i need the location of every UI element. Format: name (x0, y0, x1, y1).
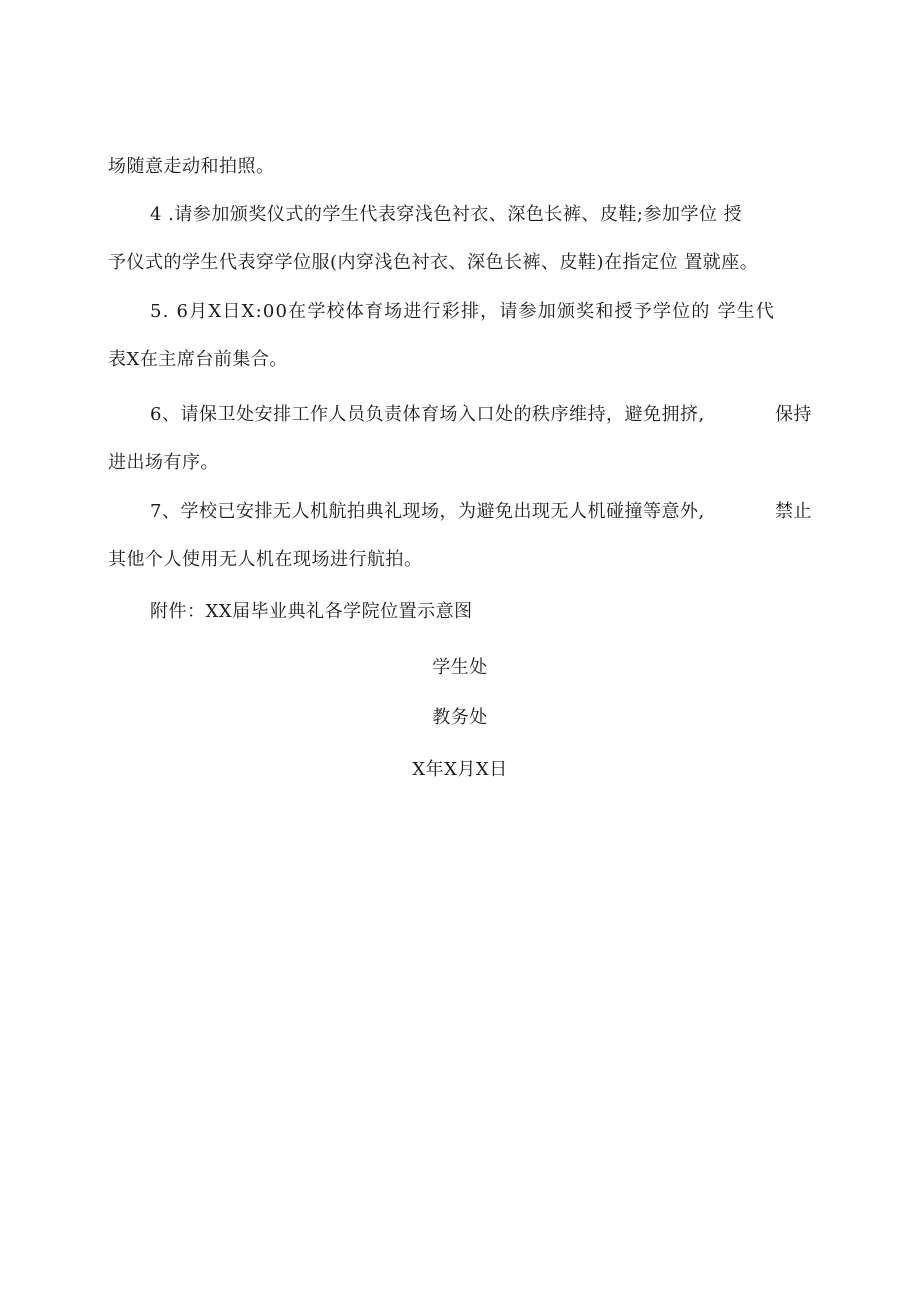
paragraph-7-text-a: 7、学校已安排无人机航拍典礼现场，为避免出现无人机碰撞等意外, (150, 501, 705, 522)
paragraph-4-line-2: 予仪式的学生代表穿学位服(内穿浅色衬衣、深色长裤、皮鞋)在指定位 置就座。 (108, 252, 759, 273)
paragraph-5-line-1: 5. 6月X日X:00在学校体育场进行彩排，请参加颁奖和授予学位的 学生代 (150, 301, 776, 322)
paragraph-7-line-1 (150, 500, 812, 524)
signature-office-2: 教务处 (432, 707, 488, 728)
signature-office-1: 学生处 (432, 657, 488, 678)
paragraph-5-line-2: 表X在主席台前集合。 (108, 349, 288, 370)
attachment-note: 附件：XX届毕业典礼各学院位置示意图 (150, 601, 473, 622)
paragraph-4-text-1: 4 .请参加颁奖仪式的学生代表穿浅色衬衣、深色长裤、皮鞋;参加学位 授 (150, 204, 743, 225)
paragraph-6-line-2: 进出场有序。 (108, 452, 219, 473)
signature-date: X年X月X日 (412, 759, 508, 780)
paragraph-7-line-2: 其他个人使用无人机在现场进行航拍。 (108, 549, 423, 570)
paragraph-3-continuation: 场随意走动和拍照。 (108, 156, 275, 177)
paragraph-6-text-a: 6、请保卫处安排工作人员负责体育场入口处的秩序维持，避免拥挤, (150, 404, 705, 425)
paragraph-6-line-1 (150, 403, 812, 427)
paragraph-4-line-1 (150, 203, 812, 227)
paragraph-6-text-b: 保持 (775, 404, 812, 425)
paragraph-7-text-b: 禁止 (775, 501, 812, 522)
